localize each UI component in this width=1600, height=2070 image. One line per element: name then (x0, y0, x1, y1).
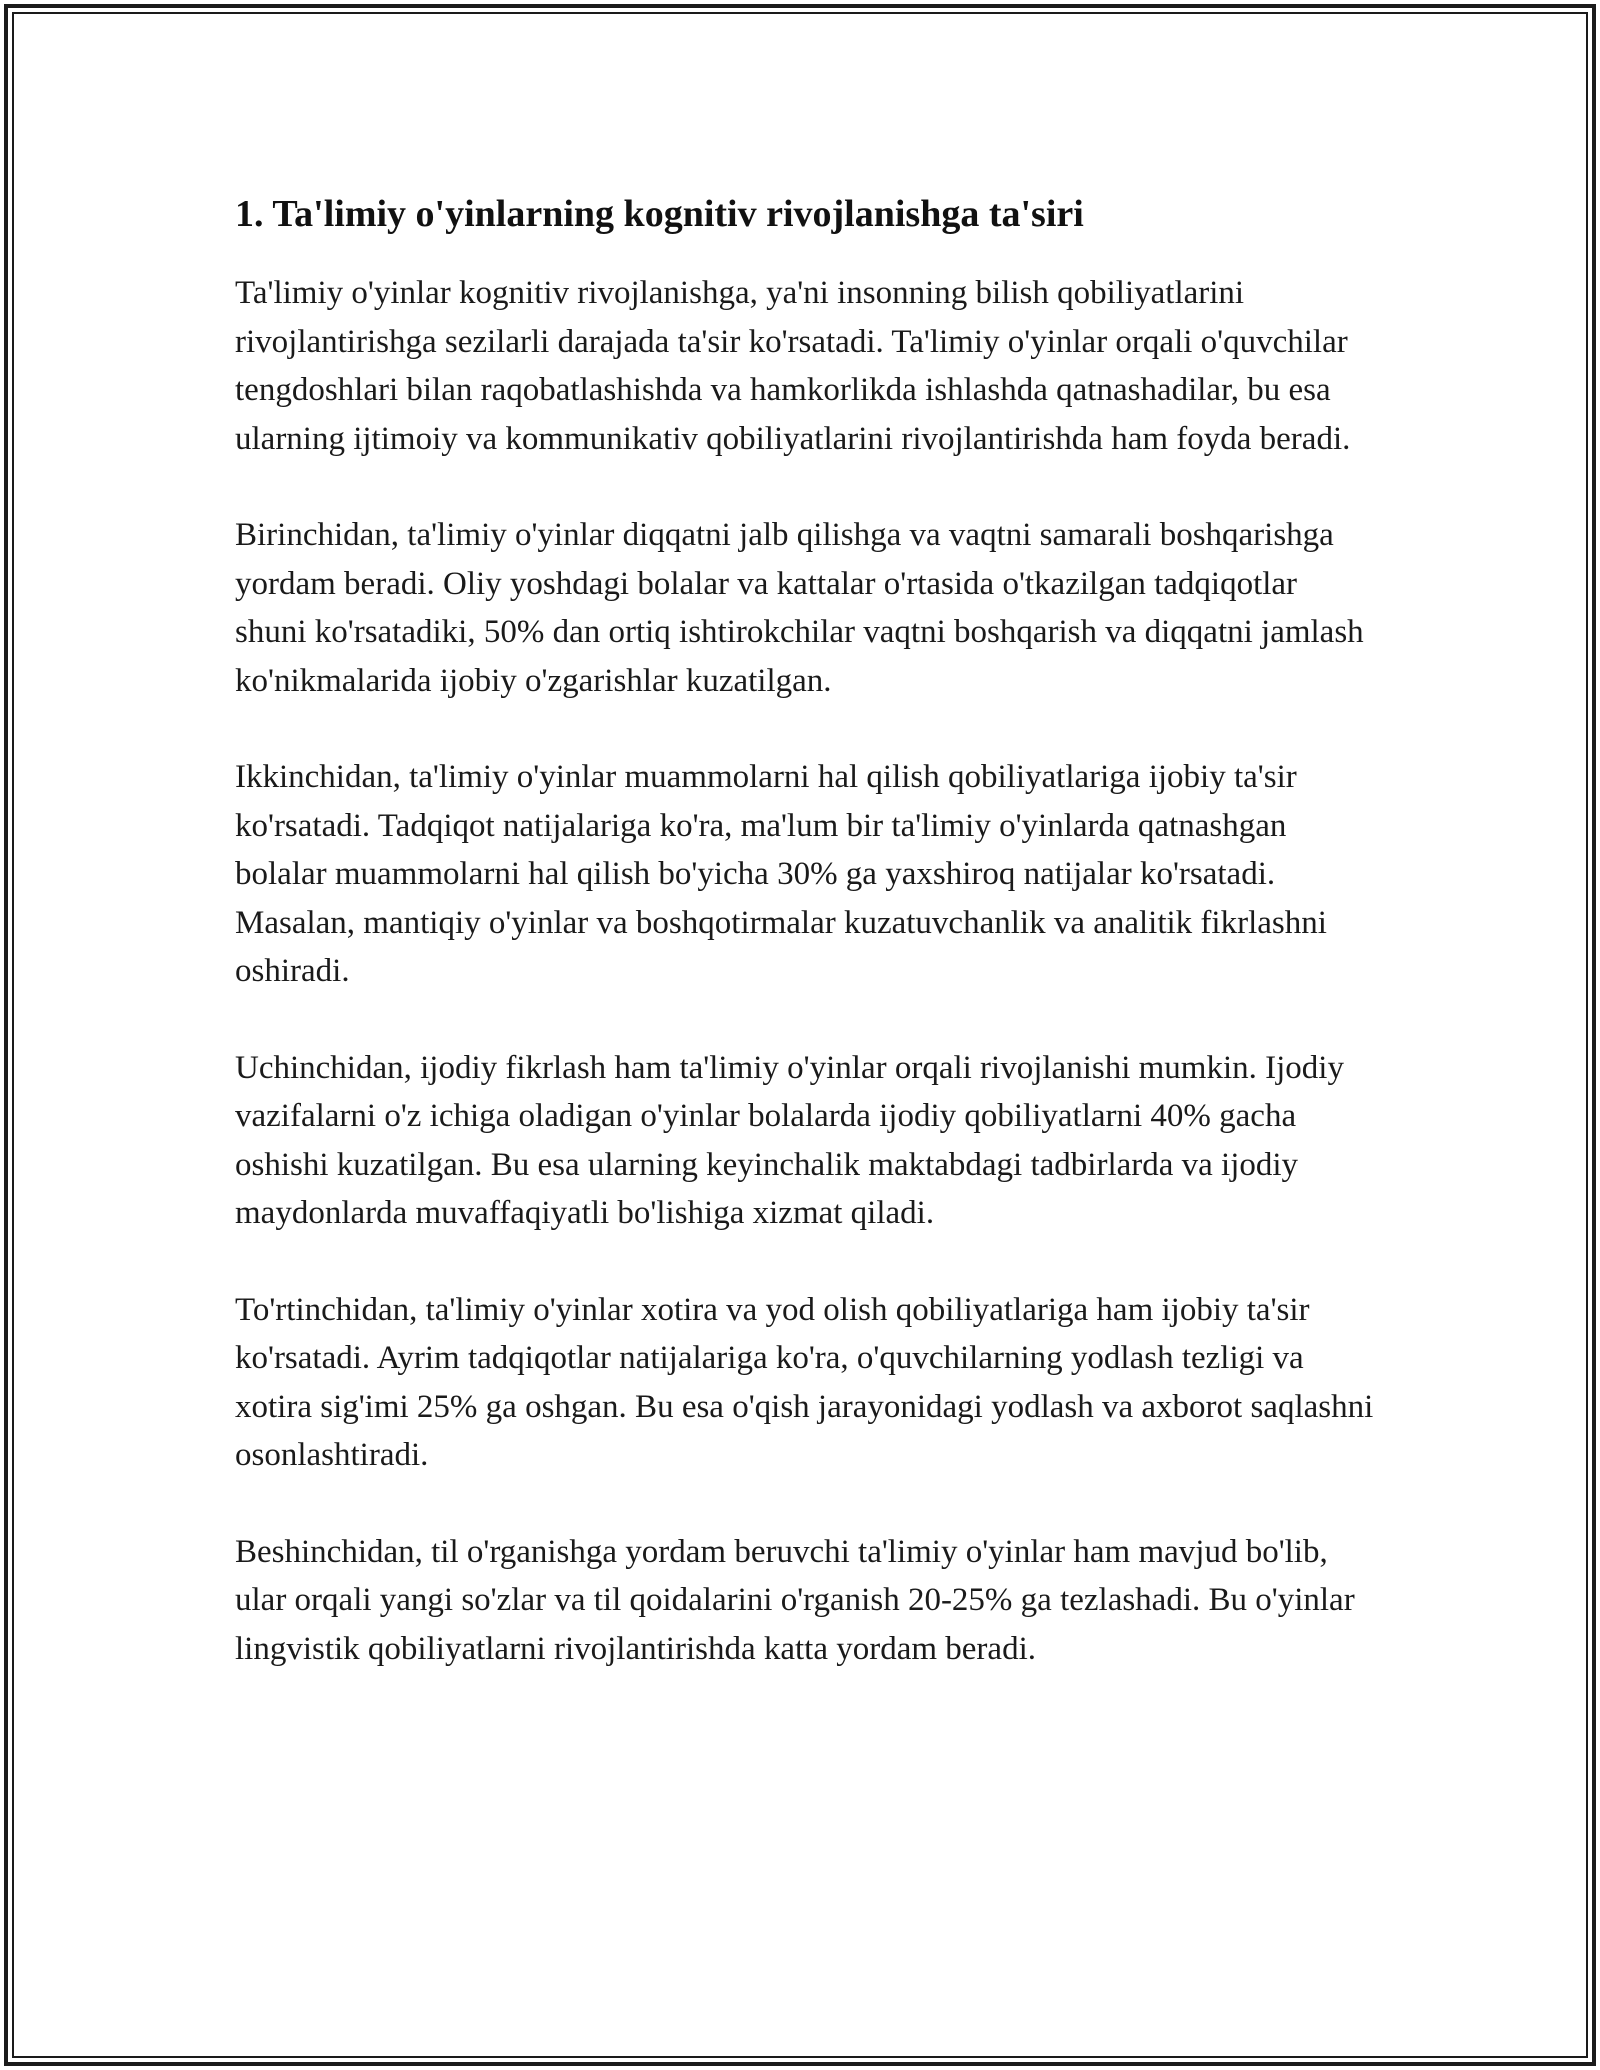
paragraph-fifth: Beshinchidan, til o'rganishga yordam beruvchi ta'limiy o'yinlar ham mavjud bo'lib, ular orqali yangi so'zlar va til qoidalarini o'rganish 20-25% ga tezlashadi. Bu o'yinlar lingvistik qobiliyatlarni rivojlantirishda katta yordam beradi. (235, 1533, 1355, 1667)
document-body (235, 185, 1375, 1721)
paragraph-fourth: To'rtinchidan, ta'limiy o'yinlar xotira va yod olish qobiliyatlariga ham ijobiy ta'sir ko'rsatadi. Ayrim tadqiqotlar natijalariga ko'ra, o'quvchilarning yodlash tezligi va xotira sig'imi 25% ga oshgan. Bu esa o'qish jarayonidagi yodlash va axborot saqlashni osonlashtiradi. (235, 1291, 1374, 1473)
paragraph-intro: Ta'limiy o'yinlar kognitiv rivojlanishga, ya'ni insonning bilish qobiliyatlarini rivojlantirishga sezilarli darajada ta'sir ko'rsatadi. Ta'limiy o'yinlar orqali o'quvchilar tengdoshlari bilan raqobatlashishda va hamkorlikda ishlashda qatnashadilar, bu esa ularning ijtimoiy va kommunikativ qobiliyatlarini rivojlantirishda ham foyda beradi. (235, 275, 1351, 457)
paragraph-first: Birinchidan, ta'limiy o'yinlar diqqatni jalb qilishga va vaqtni samarali boshqarishga yordam beradi. Oliy yoshdagi bolalar va kattalar o'rtasida o'tkazilgan tadqiqotlar shuni ko'rsatadiki, 50% dan ortiq ishtirokchilar vaqtni boshqarish va diqqatni jamlash ko'nikmalarida ijobiy o'zgarishlar kuzatilgan. (235, 517, 1364, 699)
paragraph-second: Ikkinchidan, ta'limiy o'yinlar muammolarni hal qilish qobiliyatlariga ijobiy ta'sir ko'rsatadi. Tadqiqot natijalariga ko'ra, ma'lum bir ta'limiy o'yinlarda qatnashgan bolalar muammolarni hal qilish bo'yicha 30% ga yaxshiroq natijalar ko'rsatadi. Masalan, mantiqiy o'yinlar va boshqotirmalar kuzatuvchanlik va analitik fikrlashni oshiradi. (235, 759, 1327, 989)
paragraph-third: Uchinchidan, ijodiy fikrlash ham ta'limiy o'yinlar orqali rivojlanishi mumkin. Ijodiy vazifalarni o'z ichiga oladigan o'yinlar bolalarda ijodiy qobiliyatlarni 40% gacha oshishi kuzatilgan. Bu esa ularning keyinchalik maktabdagi tadbirlarda va ijodiy maydonlarda muvaffaqiyatli bo'lishiga xizmat qiladi. (235, 1049, 1344, 1231)
section-heading: 1. Ta'limiy o'yinlarning kognitiv rivojlanishga ta'siri (235, 193, 1084, 235)
